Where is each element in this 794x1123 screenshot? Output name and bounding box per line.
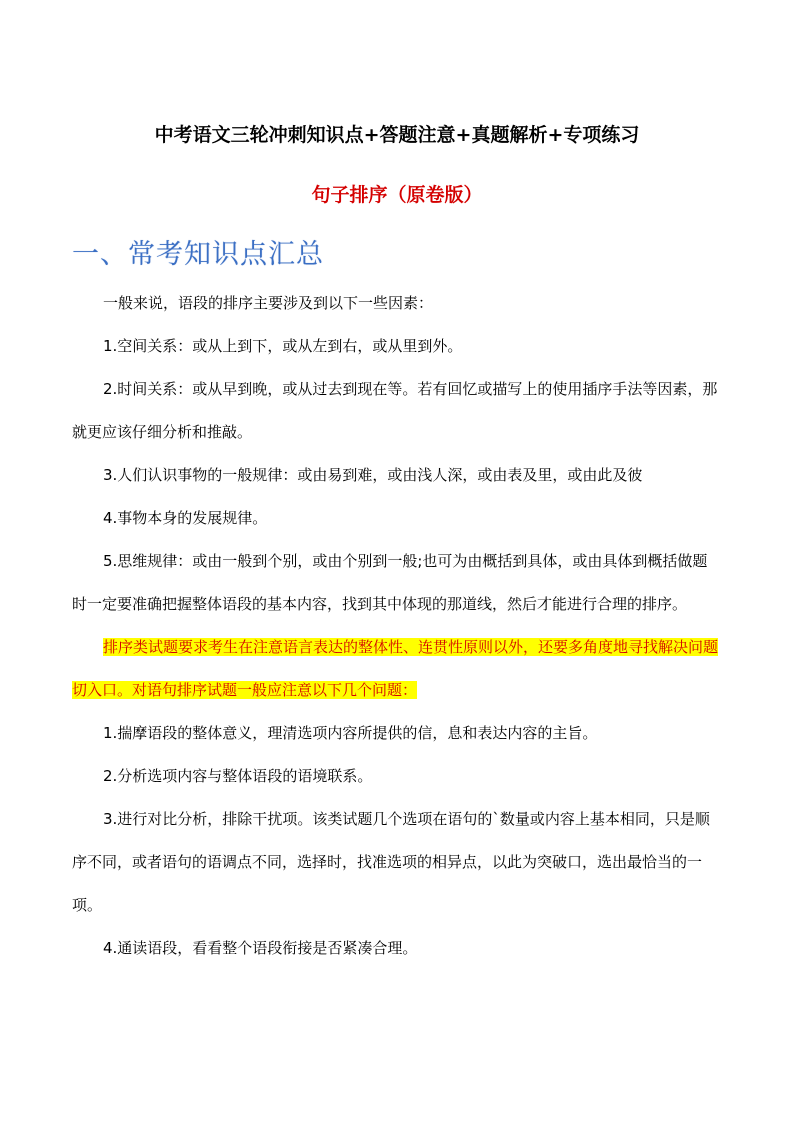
- paragraph-factor-5: 5.思维规律：或由一般到个别，或由个别到一般;也可为由概括到具体，或由具体到概括做题时一定要准确把握整体语段的基本内容，找到其中体现的那道线，然后才能进行合理的排序。: [72, 552, 708, 613]
- paragraph-factor-1: 1.空间关系：或从上到下，或从左到右，或从里到外。: [103, 337, 463, 355]
- paragraph-factor-3: 3.人们认识事物的一般规律：或由易到难，或由浅人深，或由表及里，或由此及彼: [103, 466, 643, 484]
- paragraph-tip-4: 4.通读语段，看看整个语段衔接是否紧凑合理。: [103, 939, 418, 957]
- paragraph-intro: 一般来说，语段的排序主要涉及到以下一些因素：: [103, 294, 434, 312]
- document-title: 中考语文三轮冲刺知识点+答题注意+真题解析+专项练习: [154, 124, 640, 146]
- highlighted-text: 排序类试题要求考生在注意语言表达的整体性、连贯性原则以外，还要多角度地寻找解决问题切入口。对语句排序试题一般应注意以下几个问题：: [72, 638, 719, 699]
- document-subtitle: 句子排序（原卷版）: [311, 184, 483, 206]
- paragraph-factor-2: 2.时间关系：或从早到晚，或从过去到现在等。若有回忆或描写上的使用插序手法等因素，那就更应该仔细分析和推敲。: [72, 380, 718, 441]
- paragraph-factor-4: 4.事物本身的发展规律。: [103, 509, 268, 527]
- paragraph-highlight: [72, 626, 722, 712]
- paragraph-tip-1: 1.揣摩语段的整体意义，理清选项内容所提供的信，息和表达内容的主旨。: [103, 724, 598, 742]
- paragraph-tip-3: 3.进行对比分析，排除干扰项。该类试题几个选项在语句的`数量或内容上基本相同，只是顺序不同，或者语句的语调点不同，选择时，找准选项的相异点，以此为突破口，选出最恰当的一项。: [72, 810, 710, 914]
- section-heading: 一、常考知识点汇总: [72, 239, 324, 270]
- paragraph-tip-2: 2.分析选项内容与整体语段的语境联系。: [103, 767, 373, 785]
- document-body: [72, 282, 722, 970]
